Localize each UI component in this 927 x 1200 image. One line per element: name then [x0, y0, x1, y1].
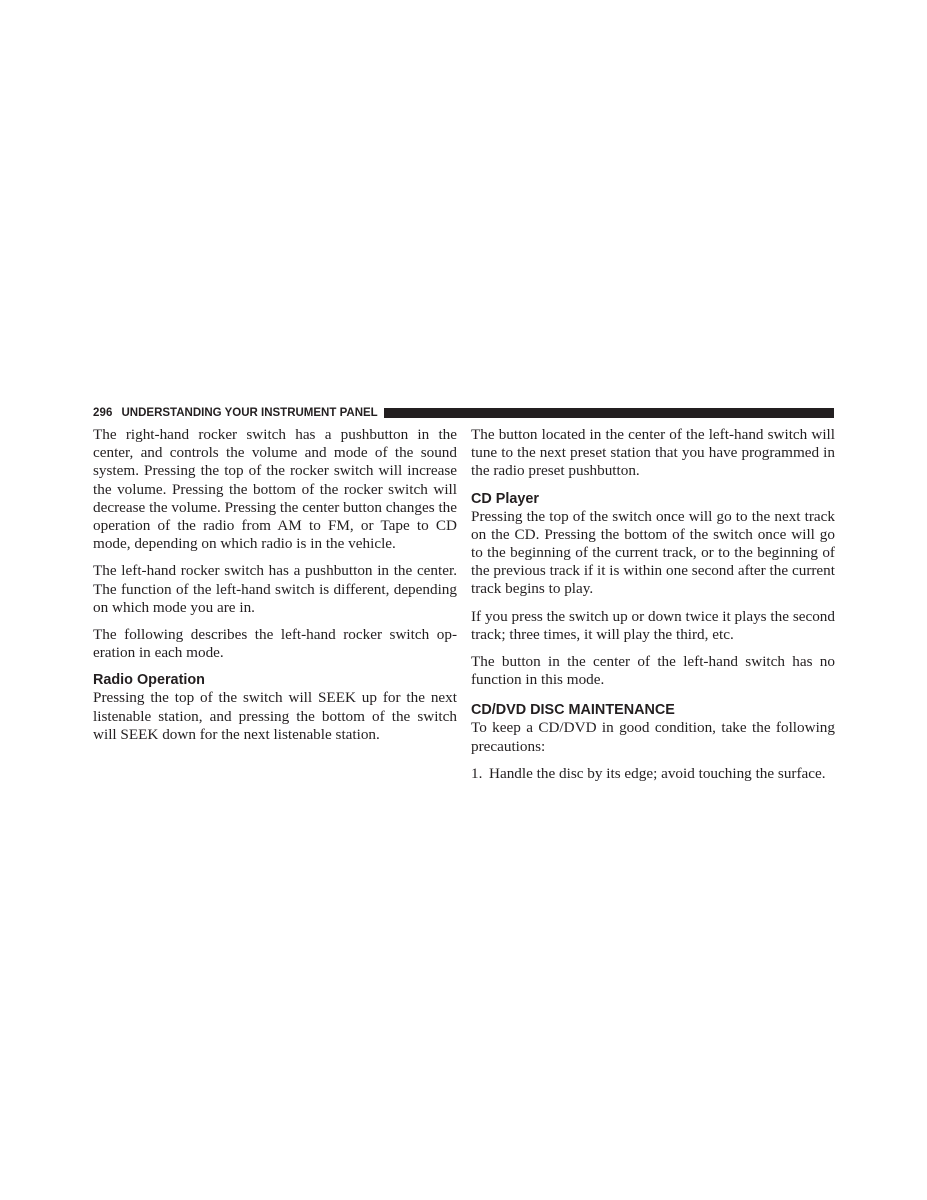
- paragraph-radio-seek: Pressing the top of the switch will SEEK up for the next listenable station, and pressing the bottom of the switch will SEEK down for the next listenable station.: [93, 689, 457, 743]
- paragraph-cd-center-button: The button in the center of the left-hand switch has no function in this mode.: [471, 653, 835, 689]
- page-header: [93, 405, 834, 421]
- heading-radio-operation: Radio Operation: [93, 672, 205, 689]
- paragraph-mode-intro: The following describes the left-hand rocker switch operation in each mode.: [93, 626, 457, 662]
- paragraph-preset-button: The button located in the center of the left-hand switch will tune to the next preset station that you have programmed in the radio preset pushbutton.: [471, 426, 835, 480]
- header-rule: [384, 408, 834, 418]
- heading-disc-maintenance: CD/DVD DISC MAINTENANCE: [471, 702, 675, 719]
- section-title: UNDERSTANDING YOUR INSTRUMENT PANEL: [121, 407, 378, 419]
- paragraph-cd-tracks: Pressing the top of the switch once will go to the next track on the CD. Pressing the bottom of the switch once will go to the beginning of the current track, or to the beginning of the previous track if it is within one second after the current track begins to play.: [471, 507, 835, 598]
- page-number: 296: [93, 407, 113, 419]
- left-column: [93, 426, 457, 753]
- list-item-number: 1.: [471, 764, 483, 782]
- paragraph-precautions: To keep a CD/DVD in good condition, take the following precautions:: [471, 719, 835, 755]
- list-item-text: Handle the disc by its edge; avoid touching the surface.: [489, 764, 826, 782]
- list-item: [471, 765, 835, 783]
- right-column: [471, 426, 835, 792]
- paragraph-left-hand-switch: The left-hand rocker switch has a pushbutton in the center. The function of the left-hand switch is different, depending on which mode you are in.: [93, 562, 457, 616]
- paragraph-cd-twice: If you press the switch up or down twice it plays the second track; three times, it will play the third, etc.: [471, 607, 835, 643]
- paragraph-right-hand-switch: The right-hand rocker switch has a pushbutton in the center, and controls the volume and mode of the sound system. Pressing the top of the rocker switch will increase the volume. Pressing the bottom of the rocker switch will decrease the volume. Pressing the center button changes the operation of the radio from AM to FM, or Tape to CD mode, depending on which radio is in the vehicle.: [93, 426, 457, 553]
- heading-cd-player: CD Player: [471, 490, 539, 507]
